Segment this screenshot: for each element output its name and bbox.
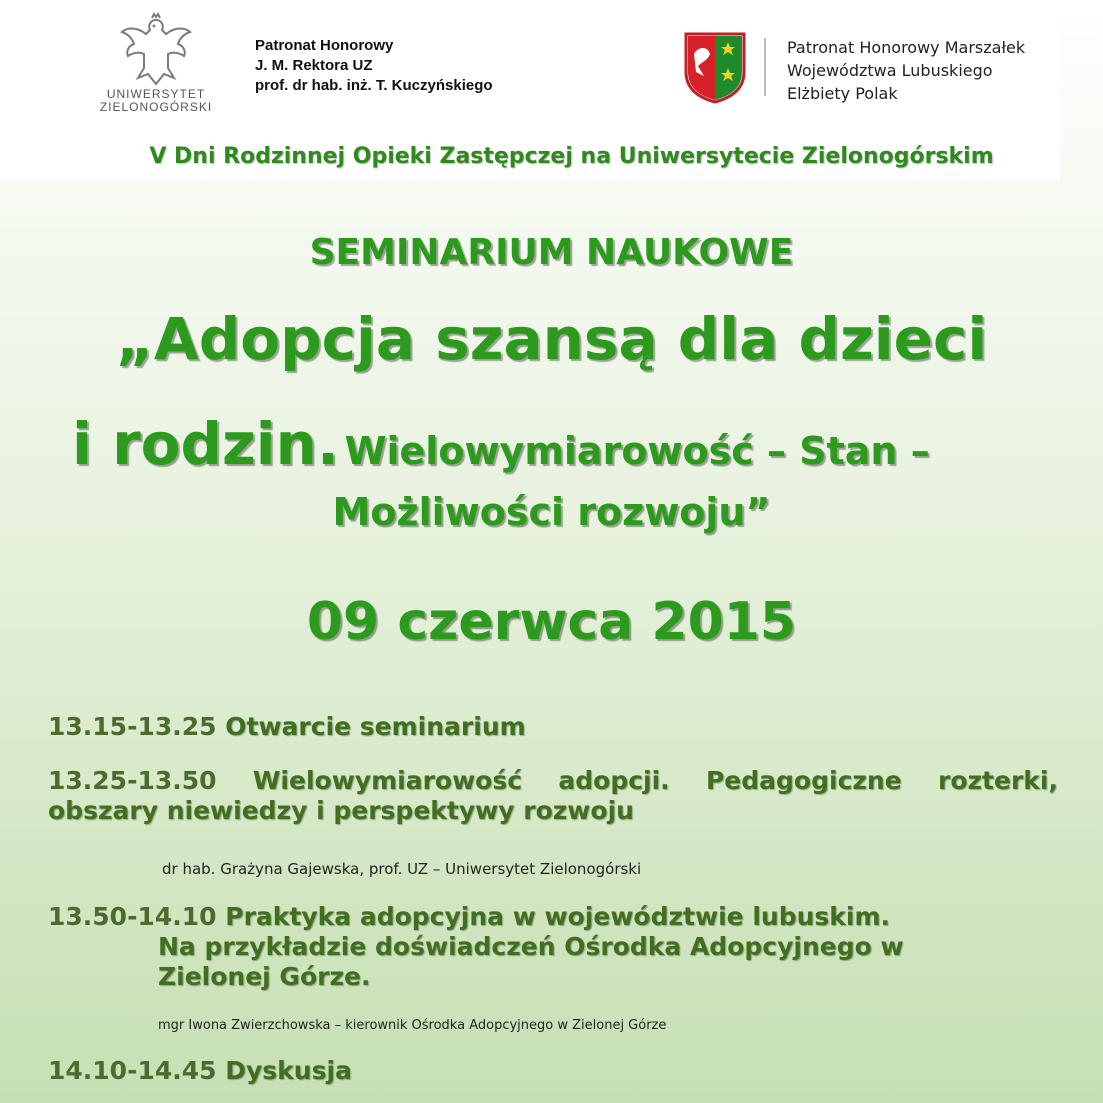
agenda-time: 13.25-13.50 — [48, 766, 217, 795]
agenda-item — [48, 766, 1058, 826]
event-date: 09 czerwca 2015 — [306, 592, 797, 652]
agenda-item — [48, 902, 1058, 992]
agenda-title: Wielowymiarowość adopcji. Pedagogiczne rozterki, obszary niewiedzy i perspektywy rozwoju — [48, 766, 1058, 825]
agenda-title: Na przykładzie doświadczeń Ośrodka Adopcyjnego w — [158, 932, 904, 961]
agenda-time: 14.10-14.45 — [48, 1056, 217, 1085]
rector-patronage — [255, 36, 493, 96]
seminar-title-line1: „Adopcja szansą dla dzieci — [115, 305, 988, 373]
university-logo — [86, 12, 226, 122]
agenda-item — [48, 712, 1058, 742]
agenda-time: 13.15-13.25 — [48, 712, 217, 741]
marshal-patronage-line: Województwa Lubuskiego — [787, 61, 993, 80]
marshal-patronage-line: Patronat Honorowy Marszałek — [787, 38, 1026, 57]
marshal-patronage — [787, 36, 1025, 105]
agenda-title: Dyskusja — [225, 1056, 352, 1085]
agenda-item — [48, 1056, 1058, 1086]
event-title: V Dni Rodzinnej Opieki Zastępczej na Uniwersytecie Zielonogórskim — [149, 144, 994, 169]
seminar-title-part: Wielowymiarowość – Stan – — [344, 429, 930, 473]
university-name: UNIWERSYTET ZIELONOGÓRSKI — [99, 87, 213, 114]
agenda-title: Praktyka adopcyjna w województwie lubuskim. — [225, 902, 891, 931]
eagle-emblem-icon — [116, 12, 196, 92]
seminar-title-line2 — [72, 410, 930, 478]
seminar-title-part: i rodzin. — [72, 410, 340, 478]
marshal-patronage-line: Elżbiety Polak — [787, 84, 898, 103]
agenda-title: Zielonej Górze. — [158, 962, 371, 991]
rector-patronage-line: Patronat Honorowy — [255, 37, 394, 54]
rector-patronage-line: J. M. Rektora UZ — [255, 57, 373, 74]
agenda-title: Otwarcie seminarium — [225, 712, 526, 741]
seminar-label: SEMINARIUM NAUKOWE — [309, 232, 794, 273]
rector-patronage-line: prof. dr hab. inż. T. Kuczyńskiego — [255, 77, 493, 94]
agenda-speaker: dr hab. Grażyna Gajewska, prof. UZ – Uniwersytet Zielonogórski — [162, 860, 642, 878]
seminar-title-line3: Możliwości rozwoju” — [332, 490, 771, 534]
lubuskie-crest-icon — [684, 32, 746, 104]
agenda-time: 13.50-14.10 — [48, 902, 217, 931]
agenda-speaker: mgr Iwona Zwierzchowska – kierownik Ośrodka Adopcyjnego w Zielonej Górze — [158, 1018, 667, 1033]
divider — [764, 38, 766, 96]
